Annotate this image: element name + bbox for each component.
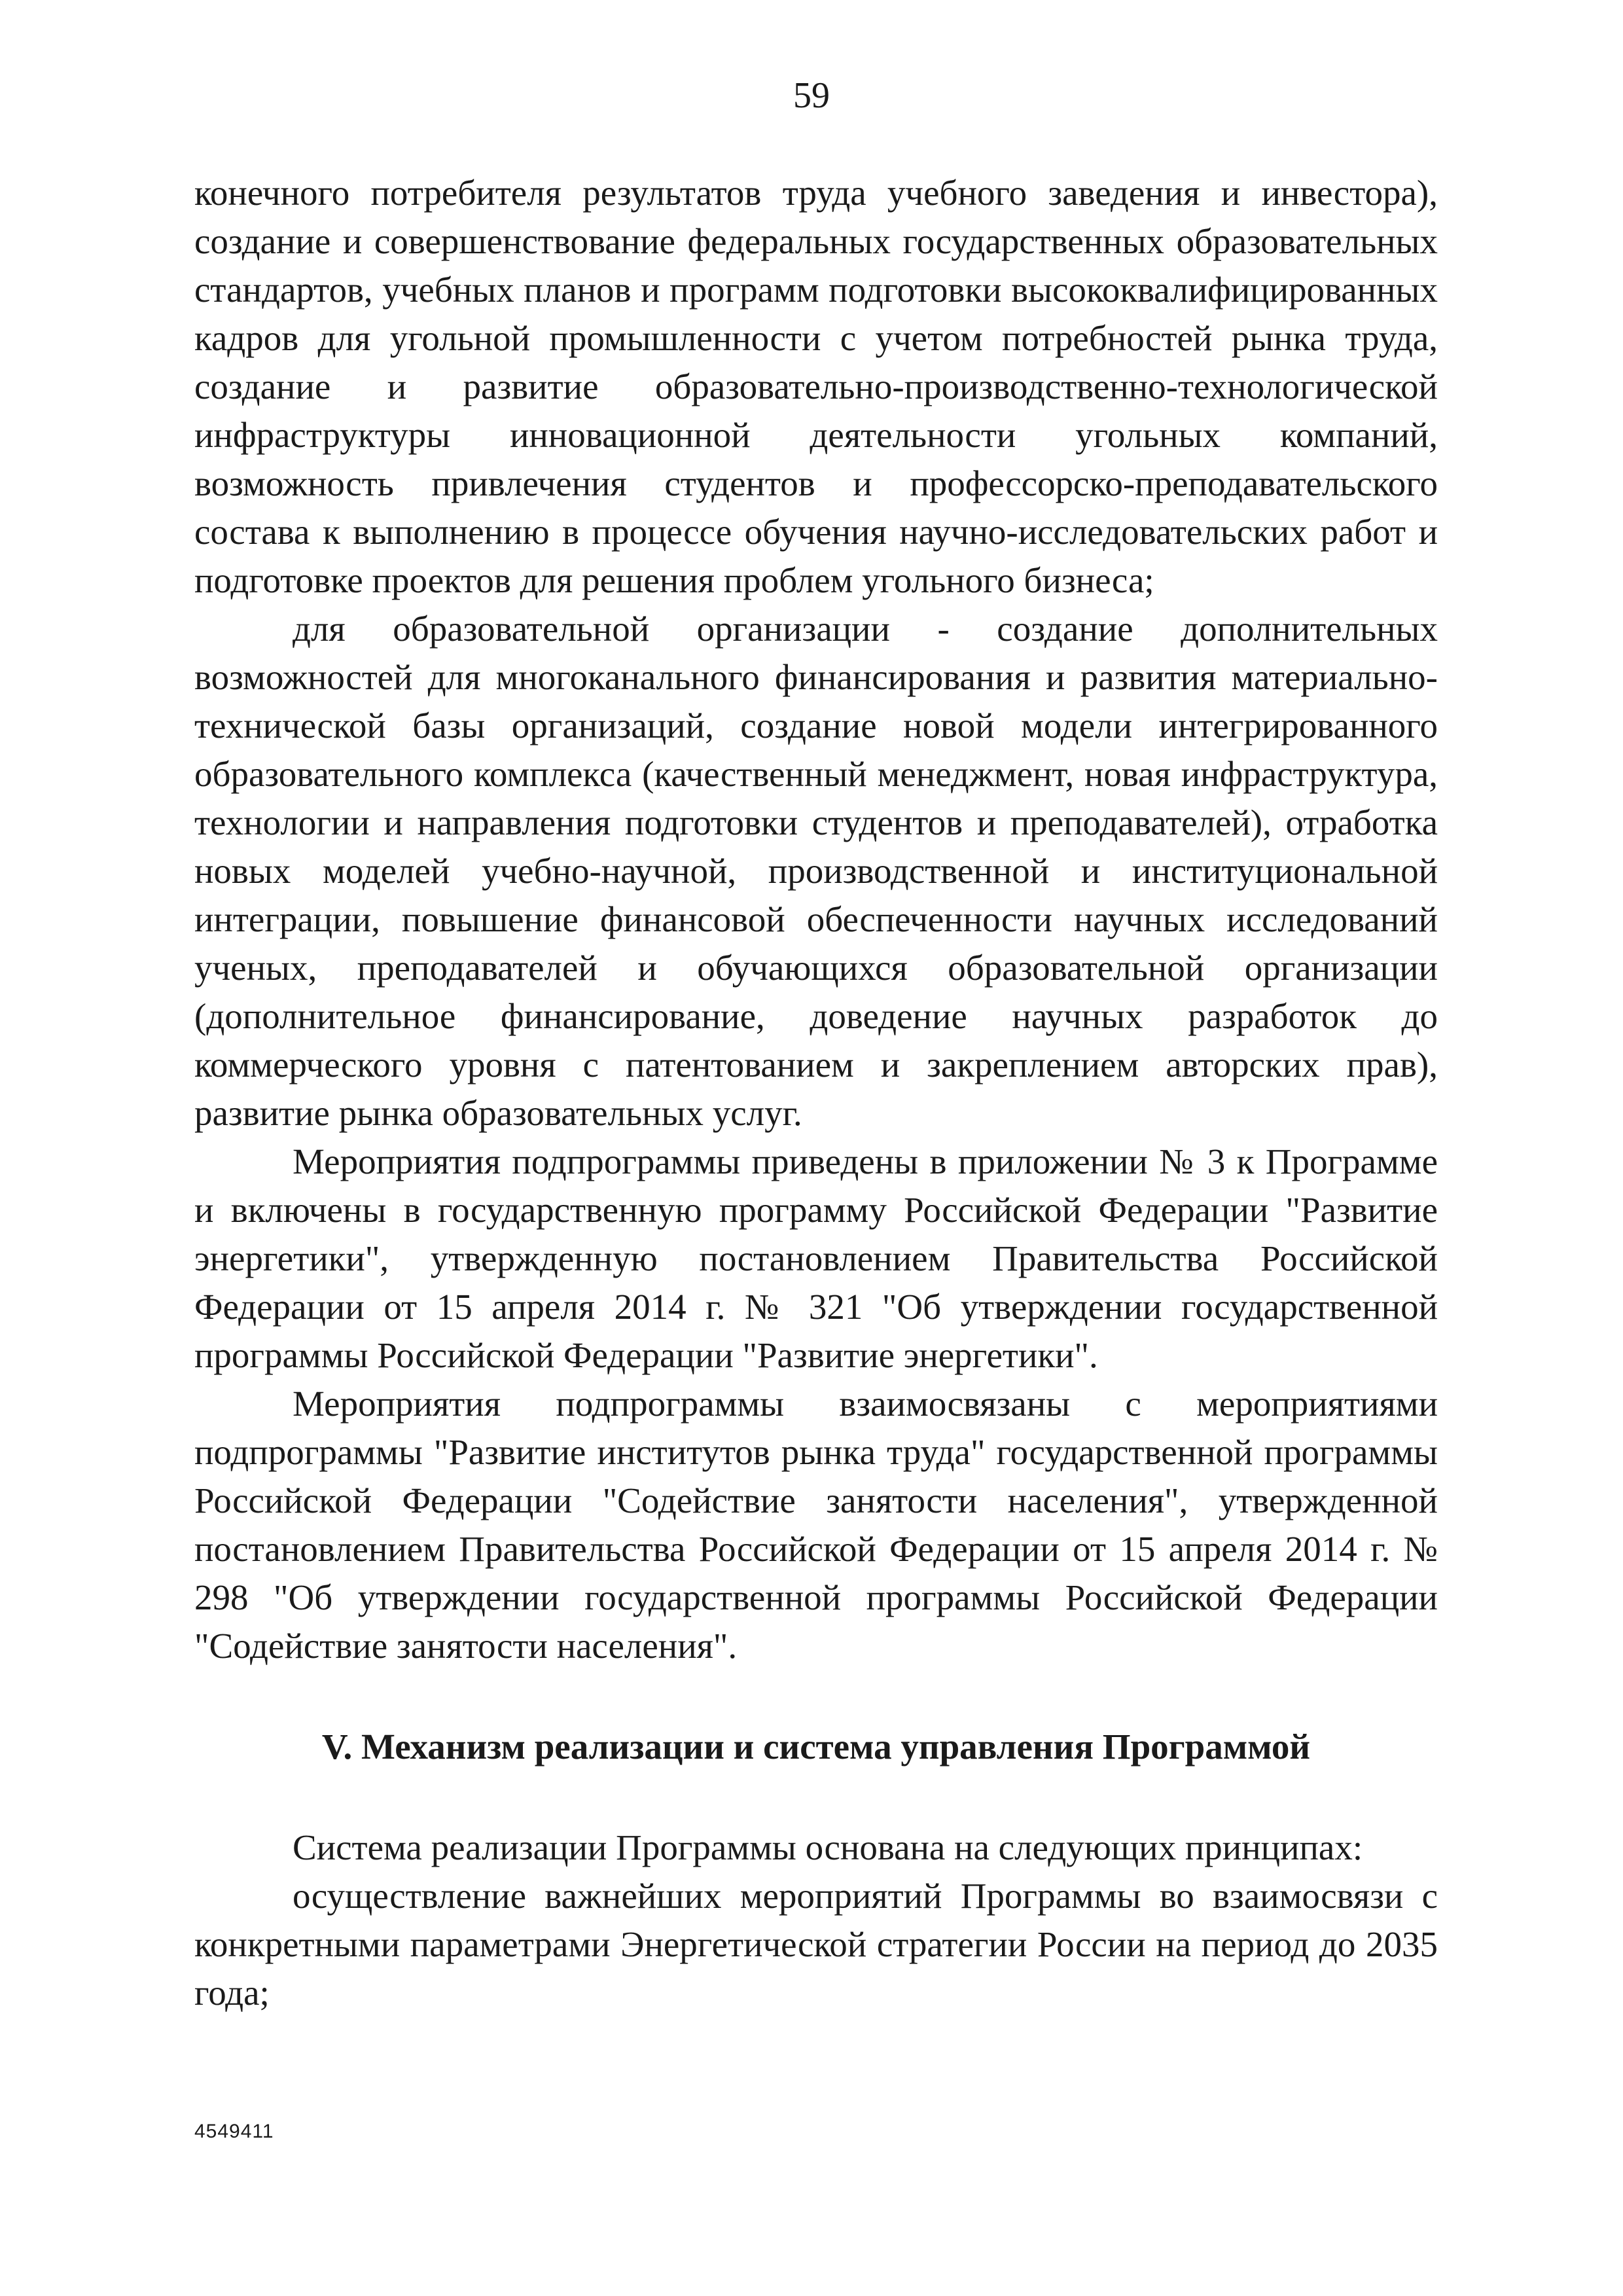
document-body [194,169,1438,2017]
page-number: 59 [793,75,830,116]
paragraph-6: осуществление важнейших мероприятий Программы во взаимосвязи с конкретными параметрами Энергетической стратегии России на период до 2035 года; [194,1876,1438,2013]
paragraph-5: Система реализации Программы основана на следующих принципах: [293,1827,1363,1867]
paragraph-1: конечного потребителя результатов труда учебного заведения и инвестора), создание и совершенствование федеральных государственных образовательных стандартов, учебных планов и программ подготовки высококвалифицированных кадров для угольной промышленности с учетом потребностей рынка труда, создание и развитие образовательно-производственно-технологической инфраструктуры инновационной деятельности угольных компаний, возможность привлечения студентов и профессорско-преподавательского состава к выполнению в процессе обучения научно-исследовательских работ и подготовке проектов для решения проблем угольного бизнеса; [194,173,1438,600]
paragraph-2: для образовательной организации - создание дополнительных возможностей для многоканального финансирования и развития материально-технической базы организаций, создание новой модели интегрированного образовательного комплекса (качественный менеджмент, новая инфраструктура, технологии и направления подготовки студентов и преподавателей), отработка новых моделей учебно-научной, производственной и институциональной интеграции, повышение финансовой обеспеченности научных исследований ученых, преподавателей и обучающихся образовательной организации (дополнительное финансирование, доведение научных разработок до коммерческого уровня с патентованием и закреплением авторских прав), развитие рынка образовательных услуг. [194,609,1438,1133]
section-heading: V. Механизм реализации и система управления Программой [321,1727,1311,1767]
paragraph-3: Мероприятия подпрограммы приведены в приложении № 3 к Программе и включены в государственную программу Российской Федерации "Развитие энергетики", утвержденную постановлением Правительства Российской Федерации от 15 апреля 2014 г. № 321 "Об утверждении государственной программы Российской Федерации "Развитие энергетики". [194,1141,1438,1375]
document-id: 4549411 [194,2121,274,2142]
paragraph-4: Мероприятия подпрограммы взаимосвязаны с мероприятиями подпрограммы "Развитие институтов рынка труда" государственной программы Российской Федерации "Содействие занятости населения", утвержденной постановлением Правительства Российской Федерации от 15 апреля 2014 г. № 298 "Об утверждении государственной программы Российской Федерации "Содействие занятости населения". [194,1384,1438,1666]
